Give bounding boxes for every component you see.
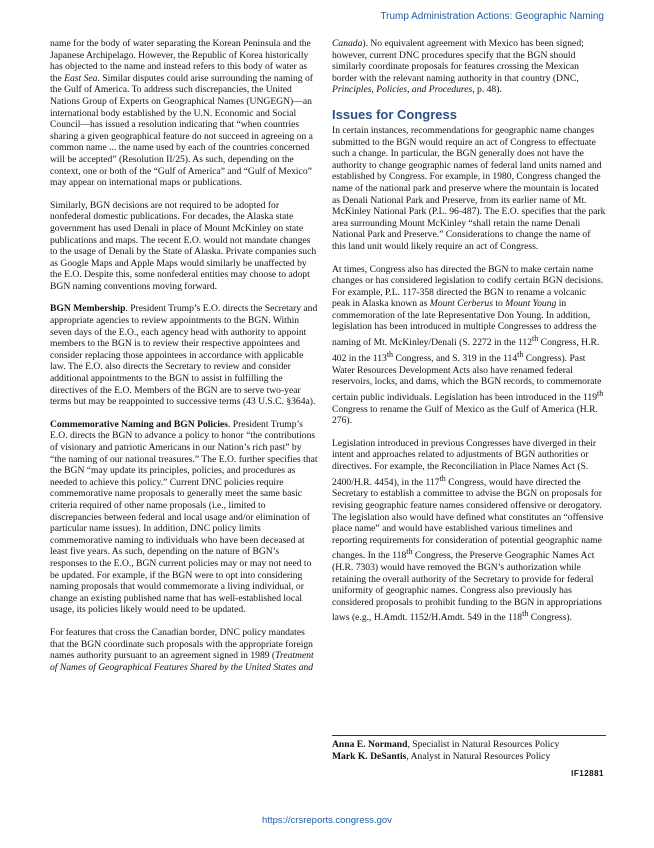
running-header: Trump Administration Actions: Geographic Naming — [380, 11, 604, 22]
paragraph: BGN Membership. President Trump’s E.O. directs the Secretary and appropriate agencies to review appointments to the BGN. Within seven days of the E.O., each agency head with authority to appoint members to the BGN is to review their respective appointees and consider replacing those appointees in accordance with applicable law. The E.O. also directs the Secretary to review and consider additional appointments to the BGN to assist in fulfilling the directives of the E.O. Members of the BGN are to serve two-year terms but may be reappointed to successive terms (43 U.S.C. §364a). — [50, 303, 318, 408]
author-line: Anna E. Normand, Specialist in Natural Resources Policy — [332, 739, 560, 750]
paragraph: Legislation introduced in previous Congresses have diverged in their intent and approaches related to adjustments of BGN authorities or directives. For example, the Reconciliation in Place Names Act (S. 2400/H.R. 4454), in the 117th Congress, would have directed the Secretary to establish a committee to advise the BGN on proposals for revising geographic feature names considered offensive or derogatory. The legislation also would have defined what constitutes an “offensive place name” and would have established various timelines and reporting requirements for consideration of potential geographic name changes. In the 118th Congress, the Preserve Geographic Names Act (H.R. 7303) would have removed the BGN’s authorization while retaining the overall authority of the Secretary to provide for federal uniformity of geographic names. Congress also previously has considered proposals to prohibit funding to the BGN in appropriations laws (e.g., H.Amdt. 1152/H.Amdt. 549 in the 118th Congress). — [332, 437, 604, 624]
paragraph: name for the body of water separating the Korean Peninsula and the Japanese Archipelago. However, the Republic of Korea historically has objected to the name and instead refers to this body of water as the East Sea. Similar disputes could arise surrounding the naming of the Gulf of America. To address such discrepancies, the United Nations Group of Experts on Geographical Names (UNGEGN)—an international body established by the U.N. Economic and Social Council—has issued a resolution indicating that “when countries sharing a given geographical feature do not succeed in agreeing on a common name ... the name used by each of the countries concerned will be accepted” (Resolution II/25). As such, depending on the context, one or both of the “Gulf of America” and “Gulf of Mexico” may appear on international maps or publications. — [50, 38, 313, 189]
author-name: Anna E. Normand — [332, 739, 408, 750]
emphasis: East Sea — [64, 72, 98, 84]
paragraph: For features that cross the Canadian border, DNC policy mandates that the BGN coordinate such proposals with the appropriate foreign names authority pursuant to an agreement signed in 1989 (Treatment of Names of Geographical Features Shared by the United States and — [50, 626, 314, 673]
emphasis: Treatment of Names of Geographical Features Shared by the United States and — [50, 650, 314, 673]
ordinal-suffix: th — [386, 349, 394, 359]
ordinal-suffix: th — [517, 349, 524, 359]
paragraph: Similarly, BGN decisions are not required to be adopted for nonfederal domestic publications. For decades, the Alaska state government has used Denali in place of Mount McKinley on state publications and maps. The recent E.O. would not mandate changes to the usage of Denali by the State of Alaska. Private companies such as Google Maps and Apple Maps would similarly be unaffected by the E.O. Despite this, some nonfederal entities may choose to adopt BGN naming conventions moving forward. — [50, 199, 317, 292]
emphasis: Canada — [332, 38, 363, 49]
ordinal-suffix: th — [597, 388, 604, 398]
ordinal-suffix: th — [532, 334, 539, 344]
document-id: IF12881 — [571, 769, 604, 778]
ordinal-suffix: th — [439, 473, 446, 483]
paragraph: Canada). No equivalent agreement with Mexico has been signed; however, current DNC procedures specify that the BGN should similarly coordinate proposals for features crossing the Mexican border with the relevant naming authority in that country (DNC, Principles, Policies, and Procedures, p. 48). — [332, 38, 584, 96]
emphasis: Mount Cerberus — [429, 298, 493, 310]
paragraph: At times, Congress also has directed the BGN to make certain name changes or has considered legislation to codify certain BGN decisions. For example, P.L. 117-358 directed the BGN to rename a volcanic peak in Alaska known as Mount Cerberus to Mount Young in commemoration of the late Representative Don Young. In addition, legislation has been introduced in multiple Congresses to address the naming of Mt. McKinley/Denali (S. 2272 in the 112th Congress, H.R. 402 in the 113th Congress, and S. 319 in the 114th Congress). Past Water Resources Development Acts also have renamed federal reservoirs, locks, and dams, which the BGN records, to commemorate certain public individuals. Legislation has been introduced in the 119th Congress to rename the Gulf of Mexico as the Gulf of America (H.R. 276). — [332, 263, 604, 427]
author-block — [332, 735, 606, 763]
ordinal-suffix: th — [406, 547, 413, 557]
run-in-heading: BGN Membership — [50, 303, 126, 315]
paragraph: Commemorative Naming and BGN Policies. President Trump’s E.O. directs the BGN to advance a policy to honor “the contributions of visionary and patriotic Americans in our Nation’s rich past” by “the naming of our national treasures.” The E.O. further specifies that the BGN “may update its principles, policies, and procedures as needed to achieve this policy.” Current DNC policies require commemorative name proposals to generally meet the same basic criteria required of other name proposals (i.e., limited to discrepancies between federal and local usage and/or elimination of particular name issues). In addition, DNC policy limits commemorative naming to individuals who have been deceased at least five years. As such, depending on the nature of BGN’s responses to the E.O., BGN current policies may or may not need to be updated. For example, if the BGN were to opt into considering naming proposals that would commemorate a living individual, or change an existing published name that has well-established local usage, its policies likely would need to be updated. — [50, 418, 318, 616]
emphasis: Mount Young — [505, 298, 557, 310]
run-in-heading: Commemorative Naming and BGN Policies — [50, 418, 228, 430]
left-column — [50, 38, 318, 684]
author-name: Mark K. DeSantis — [332, 751, 407, 762]
paragraph: In certain instances, recommendations for geographic name changes submitted to the BGN would require an act of Congress to effectuate such a change. In particular, the BGN generally does not have the authority to change geographic names of federal land units named and established by Congress. For example, in 1980, Congress changed the name of the national park and preserve where the mountain is located as Denali National Park and Preserve, from its earlier name of Mt. McKinley National Park (P.L. 96-487). The E.O. specifies that the park area surrounding Mount McKinley “shall retain the name Denali National Park and Preserve.” Considerations to change the name of this land unit would likely require an act of Congress. — [332, 124, 606, 252]
section-heading: Issues for Congress — [332, 106, 457, 122]
author-line: Mark K. DeSantis, Analyst in Natural Resources Policy — [332, 751, 551, 762]
right-column — [332, 38, 606, 635]
ordinal-suffix: th — [522, 609, 529, 619]
footer-link[interactable]: https://crsreports.congress.gov — [262, 815, 392, 826]
emphasis: Principles, Policies, and Procedures — [332, 84, 473, 96]
